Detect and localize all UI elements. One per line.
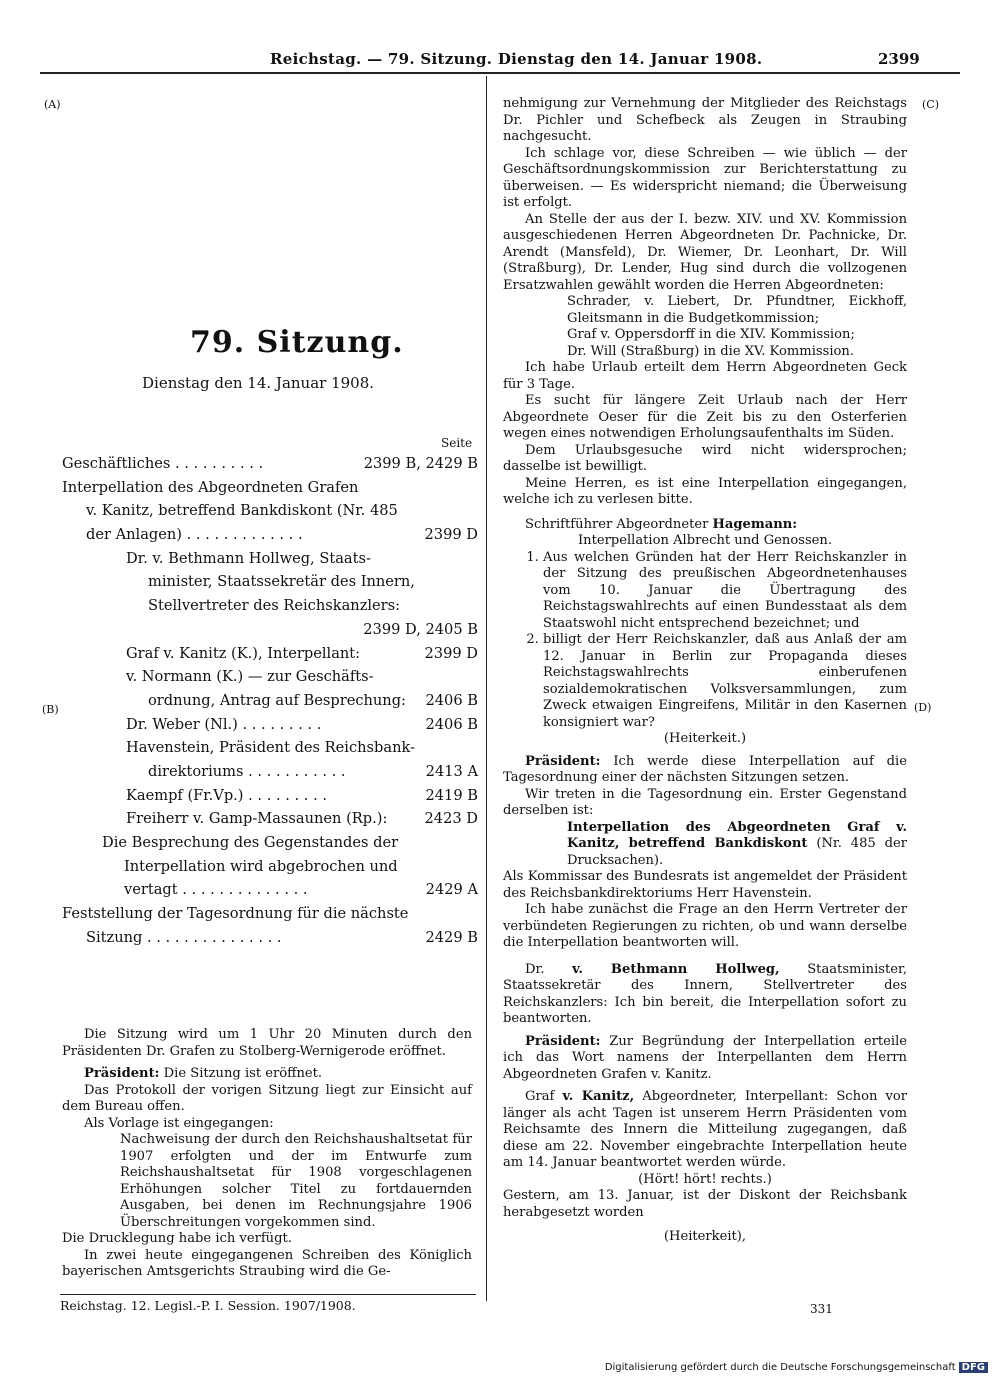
left-column-body <box>62 1027 472 1281</box>
paragraph: Graf v. Oppersdorff in die XIV. Kommission; <box>567 327 855 342</box>
toc-entry: Sitzung . . . . . . . . . . . . . . . <box>86 928 282 946</box>
speech-text: Ich werde diese Interpellation auf die Tagesordnung einer der nächsten Sitzungen setzen. <box>503 753 907 785</box>
paragraph <box>503 754 907 787</box>
paragraph <box>503 1034 907 1084</box>
toc-page: 2399 D, 2405 B <box>363 620 478 638</box>
paragraph <box>503 1089 907 1172</box>
toc-row <box>62 642 478 666</box>
toc-row <box>62 807 478 831</box>
toc-entry: Interpellation des Abgeordneten Grafen <box>62 478 359 496</box>
paragraph: Schrader, v. Liebert, Dr. Pfundtner, Eickhoff, Gleitsmann in die Budgetkommission; <box>567 294 907 326</box>
session-date: Dienstag den 14. Januar 1908. <box>142 374 375 392</box>
speaker-label: Präsident: <box>84 1066 160 1081</box>
paragraph <box>62 1066 472 1083</box>
margin-mark-b: (B) <box>42 703 59 716</box>
stage-direction: (Hört! hört! rechts.) <box>638 1171 772 1187</box>
paragraph: Als Vorlage ist eingegangen: <box>84 1115 274 1131</box>
toc-entry: Dr. Weber (Nl.) . . . . . . . . . <box>126 715 322 733</box>
toc-entry: Dr. v. Bethmann Hollweg, Staats- <box>126 549 371 567</box>
toc-entry: Stellvertreter des Reichskanzlers: <box>148 597 401 615</box>
toc-row <box>62 760 478 784</box>
toc-entry: Feststellung der Tagesordnung für die nächste <box>62 905 409 923</box>
toc-entry: Kaempf (Fr.Vp.) . . . . . . . . . <box>126 786 328 804</box>
paragraph: Das Protokoll der vorigen Sitzung liegt zur Einsicht auf dem Bureau offen. <box>62 1082 472 1114</box>
toc-page: 2399 D <box>424 644 478 662</box>
paragraph: Meine Herren, es ist eine Interpellation eingegangen, welche ich zu verlesen bitte. <box>503 475 907 507</box>
paragraph <box>503 517 907 534</box>
agenda-item-title: Interpellation des Abgeordneten Graf v. Kanitz, betreffend Bankdiskont <box>567 819 907 851</box>
toc-row <box>62 594 478 618</box>
right-column-body <box>503 96 907 1246</box>
toc-page: 2429 B <box>425 928 478 946</box>
header-rule <box>40 72 960 74</box>
speaker-label: v. Bethmann Hollweg, <box>572 961 780 977</box>
agenda-item-ref: (Nr. 485 der Drucksachen). <box>567 836 907 868</box>
running-title: Reichstag. — 79. Sitzung. Dienstag den 14. Januar 1908. <box>270 50 763 68</box>
toc-page: 2423 D <box>424 810 478 828</box>
paragraph: Wir treten in die Tagesordnung ein. Erster Gegenstand derselben ist: <box>503 786 907 818</box>
toc-row <box>62 689 478 713</box>
paragraph: In zwei heute eingegangenen Schreiben des Königlich bayerischen Amtsgerichts Straubing wird die Ge- <box>62 1247 472 1279</box>
interpellation-questions <box>503 550 907 732</box>
paragraph: Interpellation Albrecht und Genossen. <box>577 533 833 548</box>
table-of-contents <box>62 452 478 949</box>
toc-entry: Freiherr v. Gamp-Massaunen (Rp.): <box>126 810 388 828</box>
toc-row <box>62 784 478 808</box>
toc-entry: Interpellation wird abgebrochen und <box>124 857 398 875</box>
paragraph: Die Sitzung wird um 1 Uhr 20 Minuten durch den Präsidenten Dr. Grafen zu Stolberg-Wernigerode eröffnet. <box>62 1027 472 1059</box>
toc-page: 2419 B <box>425 786 478 804</box>
paragraph: Die Drucklegung habe ich verfügt. <box>62 1231 292 1246</box>
speech-text: Die Sitzung ist eröffnet. <box>159 1066 323 1081</box>
toc-row <box>62 736 478 760</box>
toc-entry: direktoriums . . . . . . . . . . . <box>148 762 346 780</box>
session-title: 79. Sitzung. <box>190 325 404 360</box>
toc-entry: der Anlagen) . . . . . . . . . . . . . <box>86 526 303 544</box>
paragraph: Ich habe zunächst die Frage an den Herrn Vertreter der verbündeten Regierungen zu richten, ob und wann derselbe die Interpellation beantworten will. <box>503 902 907 950</box>
paragraph: Als Kommissar des Bundesrats ist angemeldet der Präsident des Reichsbankdirektoriums Herr Havenstein. <box>503 869 907 901</box>
margin-mark-c: (C) <box>922 98 939 111</box>
signature-number: 331 <box>810 1302 833 1316</box>
toc-row <box>62 902 478 926</box>
toc-page: 2399 B, 2429 B <box>363 455 478 472</box>
footer-session-info: Reichstag. 12. Legisl.-P. I. Session. 1907/1908. <box>60 1298 356 1313</box>
speaker-label: v. Kanitz, <box>562 1089 635 1104</box>
toc-entry: minister, Staatssekretär des Innern, <box>148 573 415 591</box>
page-number: 2399 <box>878 50 920 68</box>
toc-entry: ordnung, Antrag auf Besprechung: <box>148 691 406 709</box>
footer-rule <box>60 1294 476 1295</box>
toc-page: 2406 B <box>425 691 478 709</box>
toc-entry: Geschäftliches . . . . . . . . . . <box>62 455 264 472</box>
speech-text: Staatsminister, Staatssekretär des Innern, Stellvertreter des Reichskanzlers: Ich bin bereit, die Interpellation sofort zu beantworten. <box>503 961 907 1026</box>
toc-row <box>62 476 478 500</box>
toc-entry: v. Normann (K.) — zur Geschäfts- <box>126 668 374 686</box>
toc-page: 2413 A <box>425 762 478 780</box>
dfg-credit-text: Digitalisierung gefördert durch die Deutsche Forschungsgemeinschaft <box>604 1362 956 1373</box>
toc-page: 2399 D <box>424 526 478 544</box>
toc-entry: v. Kanitz, betreffend Bankdiskont (Nr. 485 <box>86 502 398 520</box>
title-prefix: Dr. <box>525 961 573 977</box>
toc-entry: vertagt . . . . . . . . . . . . . . <box>124 881 308 899</box>
paragraph: Dem Urlaubsgesuche wird nicht widersprochen; dasselbe ist bewilligt. <box>503 442 907 474</box>
list-item: 2. billigt der Herr Reichskanzler, daß aus Anlaß der am 12. Januar in Berlin zur Propaganda dieses Reichstagswahlrechts einberufenen sozialdemokratischen Volksversammlungen, zum Zweck etwaigen Eingreifens, Militär in den Kasernen konsigniert war? <box>543 632 907 731</box>
role-label: Schriftführer Abgeordneter <box>525 516 713 532</box>
toc-row <box>62 618 478 642</box>
seite-label: Seite <box>441 436 473 450</box>
paragraph: Ich habe Urlaub erteilt dem Herrn Abgeordneten Geck für 3 Tage. <box>503 360 907 392</box>
title-prefix: Graf <box>525 1089 563 1104</box>
margin-mark-a: (A) <box>44 98 61 111</box>
margin-mark-d: (D) <box>914 701 932 714</box>
paragraph: nehmigung zur Vernehmung der Mitglieder des Reichstags Dr. Pichler und Schefbeck als Zeugen in Straubing nachgesucht. <box>503 96 907 144</box>
toc-row <box>62 878 478 902</box>
stage-direction: (Heiterkeit), <box>663 1229 747 1244</box>
paragraph: Ich schlage vor, diese Schreiben — wie üblich — der Geschäftsordnungskommission zur Berichterstattung zu überweisen. — Es widerspricht niemand; die Überweisung ist erfolgt. <box>503 145 907 210</box>
toc-row <box>62 831 478 855</box>
toc-entry: Havenstein, Präsident des Reichsbank- <box>126 739 415 757</box>
toc-page: 2429 A <box>425 881 478 899</box>
paragraph: Es sucht für längere Zeit Urlaub nach der Herr Abgeordnete Oeser für die Zeit bis zu den Osterferien wegen eines notwendigen Erholungsaufenthalts im Süden. <box>503 393 907 441</box>
speech-text: Zur Begründung der Interpellation erteile ich das Wort namens der Interpellanten dem Herrn Abgeordneten Grafen v. Kanitz. <box>503 1033 907 1082</box>
paragraph <box>503 820 907 870</box>
speaker-label: Präsident: <box>525 1033 601 1049</box>
speaker-label: Hagemann: <box>712 516 798 532</box>
list-item: 1. Aus welchen Gründen hat der Herr Reichskanzler in der Sitzung des preußischen Abgeordnetenhauses vom 10. Januar die Übertragung des Reichstagswahlrechts auf einen Bundesstaat als dem Staatswohl nicht entsprechend bezeichnet; und <box>543 550 907 633</box>
toc-row <box>62 523 478 547</box>
stage-direction: (Heiterkeit.) <box>663 731 747 746</box>
dfg-logo: DFG <box>959 1362 988 1373</box>
toc-row <box>62 547 478 571</box>
paragraph: Nachweisung der durch den Reichshaushaltsetat für 1907 erfolgten und der im Entwurfe zum Reichshaushaltsetat für 1908 vorgeschlagenen Erhöhungen solcher Titel zu fortdauernden Ausgaben, bei denen im Rechnungsjahre 1906 Überschreitungen vorgekommen sind. <box>120 1132 472 1230</box>
dfg-credit <box>605 1362 988 1373</box>
toc-entry: Graf v. Kanitz (K.), Interpellant: <box>126 644 361 662</box>
speech-text: Abgeordneter, Interpellant: Schon vor länger als acht Tagen ist unserem Herrn Präsidenten vom Reichsamte des Innern die Mitteilung zugegangen, daß diese am 22. November eingebrachte Interpellation heute am 14. Januar beantwortet werden würde. <box>503 1089 907 1170</box>
toc-page: 2406 B <box>425 715 478 733</box>
toc-row <box>62 452 478 476</box>
paragraph: Gestern, am 13. Januar, ist der Diskont der Reichsbank herabgesetzt worden <box>503 1188 907 1220</box>
column-divider <box>486 76 487 1301</box>
toc-row <box>62 713 478 737</box>
paragraph: An Stelle der aus der I. bezw. XIV. und XV. Kommission ausgeschiedenen Herren Abgeordneten Dr. Pachnicke, Dr. Arendt (Mansfeld), Dr. Wiemer, Dr. Leonhart, Dr. Will (Straßburg), Dr. Lender, Hug sind durch die vollzogenen Ersatzwahlen gewählt worden die Herren Abgeordneten: <box>503 211 907 293</box>
paragraph: Dr. Will (Straßburg) in die XV. Kommission. <box>567 343 854 359</box>
speaker-label: Präsident: <box>525 753 601 769</box>
toc-row <box>62 665 478 689</box>
paragraph <box>503 962 907 1028</box>
toc-row <box>62 855 478 879</box>
toc-row <box>62 926 478 950</box>
toc-entry: Die Besprechung des Gegenstandes der <box>102 834 399 851</box>
toc-row <box>62 499 478 523</box>
toc-row <box>62 570 478 594</box>
